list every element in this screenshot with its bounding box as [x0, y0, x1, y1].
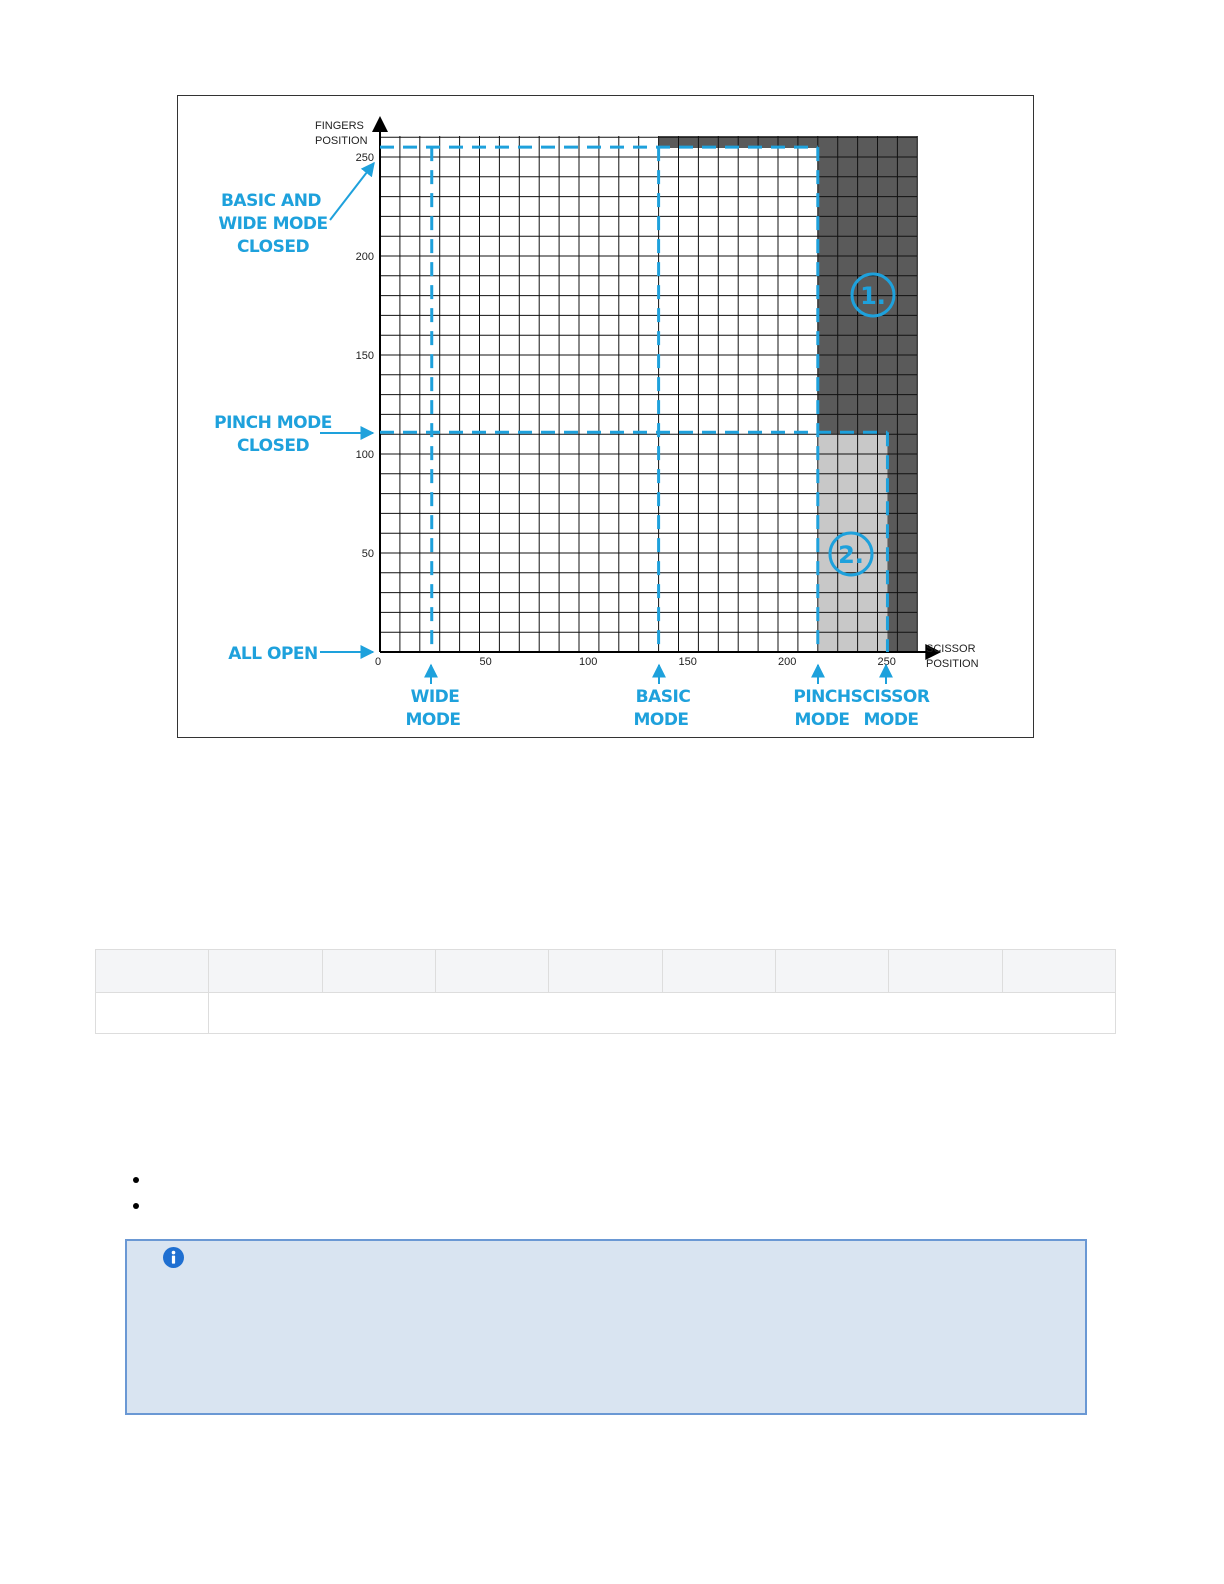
pinch-mode-line1: PINCH [793, 687, 851, 707]
table-header-cell [209, 950, 322, 993]
basic-wide-closed-arrow [330, 163, 374, 220]
y-axis-arrowhead [372, 116, 388, 132]
table-header-cell [322, 950, 435, 993]
mode-diagram [178, 96, 1035, 739]
x-tick-label: 150 [678, 656, 697, 668]
info-panel [125, 1239, 1087, 1415]
y-axis-title-line1: FINGERS [315, 120, 364, 132]
table-row-label-cell [96, 993, 209, 1034]
x-tick-label: 0 [374, 656, 382, 668]
x-tick-label: 200 [778, 656, 797, 668]
x-tick-label: 50 [479, 656, 492, 668]
basic-wide-closed-line3: CLOSED [236, 237, 310, 257]
table-header-cell [96, 950, 209, 993]
info-icon [163, 1247, 184, 1268]
y-tick-label: 250 [355, 152, 374, 164]
pinch-mode-line2: MODE [794, 710, 850, 730]
list-item [133, 1198, 151, 1224]
pinch-mode-closed-line1: PINCH MODE [214, 413, 332, 433]
table-header-cell [775, 950, 888, 993]
basic-wide-closed-line1: BASIC AND [220, 191, 322, 211]
table-header-cell [435, 950, 548, 993]
table-header-cell [549, 950, 662, 993]
spec-table [95, 949, 1116, 1034]
scissor-mode-line2: MODE [863, 710, 919, 730]
region-2-marker: 2. [838, 541, 864, 569]
list-item [133, 1172, 151, 1198]
scissor-mode-line1: SCISSOR [850, 687, 930, 707]
figure [177, 95, 1034, 738]
table-row-span-cell [209, 993, 1116, 1034]
table-header-row [96, 950, 1116, 993]
wide-mode-line2: MODE [405, 710, 461, 730]
x-axis-title-line2: POSITION [926, 658, 979, 670]
region-1-marker: 1. [860, 282, 886, 310]
table-header-cell [889, 950, 1002, 993]
y-tick-label: 150 [355, 350, 374, 362]
x-axis-title-line1: SCISSOR [926, 643, 976, 655]
basic-mode-line2: MODE [633, 710, 689, 730]
bullet-dot [133, 1177, 139, 1183]
basic-wide-closed-line2: WIDE MODE [218, 214, 328, 234]
bullet-list [133, 1172, 151, 1224]
bullet-dot [133, 1203, 139, 1209]
wide-mode-line1: WIDE [410, 687, 460, 707]
table-header-cell [662, 950, 775, 993]
pinch-mode-closed-line2: CLOSED [236, 436, 310, 456]
table-row [96, 993, 1116, 1034]
x-tick-label: 100 [579, 656, 598, 668]
y-tick-label: 50 [361, 548, 374, 560]
basic-mode-line1: BASIC [635, 687, 691, 707]
y-tick-label: 100 [355, 449, 374, 461]
y-axis-title-line2: POSITION [315, 135, 368, 147]
x-tick-label: 250 [877, 656, 896, 668]
y-tick-label: 200 [355, 251, 374, 263]
table-header-cell [1002, 950, 1115, 993]
all-open-label: ALL OPEN [228, 644, 318, 664]
